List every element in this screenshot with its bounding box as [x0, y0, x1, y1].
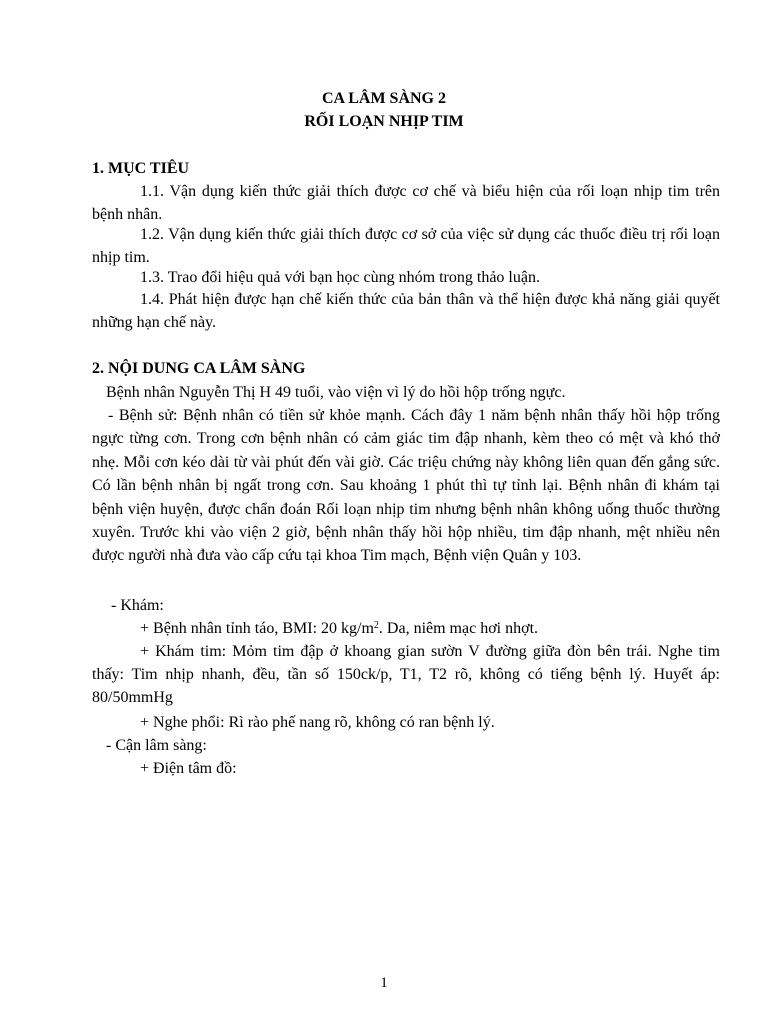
patient-intro: Bệnh nhân Nguyễn Thị H 49 tuổi, vào viện vì lý do hồi hộp trống ngực.: [106, 384, 566, 401]
page-number: 1: [380, 975, 388, 991]
objective-1-3: 1.3. Trao đổi hiệu quả với bạn học cùng nhóm trong thảo luận.: [140, 269, 540, 286]
document-subtitle: RỐI LOẠN NHỊP TIM: [304, 113, 464, 130]
objective-1-2: 1.2. Vận dụng kiến thức giải thích được cơ sở của việc sử dụng các thuốc điều trị rối loạn nhịp tim.: [92, 226, 720, 266]
objective-1-4: 1.4. Phát hiện được hạn chế kiến thức của bản thân và thể hiện được khả năng giải quyết những hạn chế này.: [92, 291, 720, 331]
exam-lung: + Nghe phổi: Rì rào phế nang rõ, không có ran bệnh lý.: [140, 714, 495, 731]
section-2-heading: 2. NỘI DUNG CA LÂM SÀNG: [92, 360, 306, 377]
exam-label: - Khám:: [111, 597, 164, 614]
medical-history: - Bệnh sử: Bệnh nhân có tiền sử khỏe mạnh. Cách đây 1 năm bệnh nhân thấy hồi hộp trống ngực từng cơn. Trong cơn bệnh nhân có cảm giác tim đập nhanh, kèm theo có mệt và khó thở nhẹ. Mỗi cơn kéo dài từ vài phút đến vài giờ. Các triệu chứng này không liên quan đến gắng sức. Có lần bệnh nhân bị ngất trong cơn. Sau khoảng 1 phút thì tự tỉnh lại. Bệnh nhân đi khám tại bệnh viện huyện, được chẩn đoán Rối loạn nhịp tim nhưng bệnh nhân không uống thuốc thường xuyên. Trước khi vào viện 2 giờ, bệnh nhân thấy hồi hộp nhiều, tim đập nhanh, mệt nhiều nên được người nhà đưa vào cấp cứu tại khoa Tim mạch, Bệnh viện Quân y 103.: [92, 407, 720, 565]
exam-general: + Bệnh nhân tỉnh táo, BMI: 20 $kg/m^2$. Da, niêm mạc hơi nhợt.: [140, 620, 539, 637]
objective-1-1: 1.1. Vận dụng kiến thức giải thích được cơ chế và biểu hiện của rối loạn nhịp tim trên bệnh nhân.: [92, 183, 720, 223]
document-title: CA LÂM SÀNG 2: [321, 90, 446, 107]
section-1-heading: 1. MỤC TIÊU: [92, 160, 190, 177]
paraclinical-label: - Cận lâm sàng:: [106, 737, 207, 754]
exam-heart: + Khám tim: Mỏm tim đập ở khoang gian sườn V đường giữa đòn bên trái. Nghe tim thấy: Tim nhịp nhanh, đều, tần số 150ck/p, T1, T2 rõ, không có tiếng bệnh lý. Huyết áp: 80/50mmHg: [92, 643, 720, 706]
ecg-label: + Điện tâm đồ:: [140, 760, 237, 777]
